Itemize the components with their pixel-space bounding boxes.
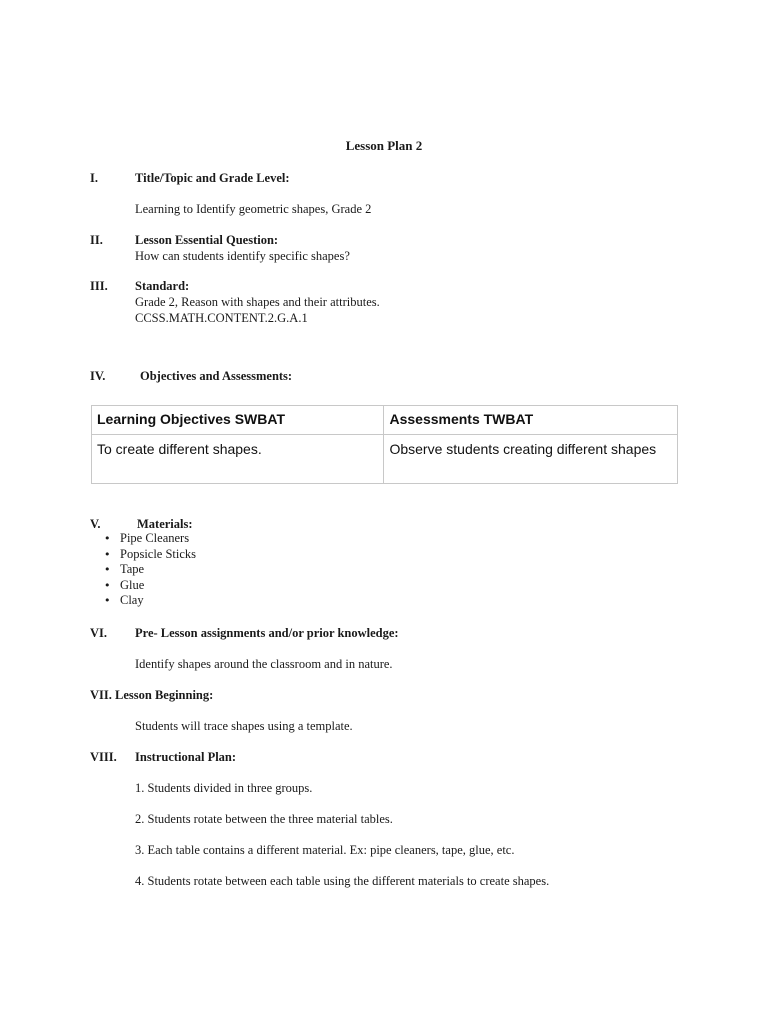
bullet-icon: •	[104, 547, 111, 561]
list-item	[104, 562, 196, 578]
section-1-text: Learning to Identify geometric shapes, Grade 2	[135, 202, 372, 216]
list-item	[104, 547, 196, 563]
list-item	[104, 578, 196, 594]
instruction-step-1: 1. Students divided in three groups.	[135, 781, 313, 795]
section-3-line-2: CCSS.MATH.CONTENT.2.G.A.1	[135, 311, 308, 325]
section-7-text: Students will trace shapes using a template.	[135, 719, 353, 733]
section-6-number: VI.	[90, 626, 108, 640]
table-header-objectives: Learning Objectives SWBAT	[92, 406, 384, 435]
material-label: Pipe Cleaners	[120, 531, 190, 545]
bullet-icon: •	[104, 532, 111, 545]
material-label: Tape	[120, 562, 145, 577]
table-header-row	[92, 406, 678, 435]
materials-list	[104, 531, 196, 609]
table-header-assessments: Assessments TWBAT	[384, 406, 678, 435]
instruction-step-2: 2. Students rotate between the three material tables.	[135, 812, 393, 826]
instruction-step-3: 3. Each table contains a different material. Ex: pipe cleaners, tape, glue, etc.	[135, 843, 515, 857]
section-8-heading: Instructional Plan:	[135, 750, 237, 764]
section-7-heading: VII. Lesson Beginning:	[90, 688, 214, 702]
section-6-text: Identify shapes around the classroom and in nature.	[135, 657, 393, 671]
section-6-heading: Pre- Lesson assignments and/or prior knowledge:	[135, 626, 399, 640]
table-cell-assessment: Observe students creating different shapes	[384, 435, 678, 484]
table-row	[92, 435, 678, 484]
section-1-number: I.	[90, 171, 98, 185]
section-3-heading: Standard:	[135, 279, 190, 293]
material-label: Popsicle Sticks	[120, 546, 197, 561]
instruction-step-4: 4. Students rotate between each table using the different materials to create shapes.	[135, 874, 550, 888]
section-8-number: VIII.	[90, 750, 117, 764]
bullet-icon: •	[104, 563, 111, 577]
section-2-text: How can students identify specific shapes?	[135, 249, 350, 263]
section-4-number: IV.	[90, 369, 106, 383]
section-3-line-1: Grade 2, Reason with shapes and their attributes.	[135, 295, 380, 309]
section-4-heading: Objectives and Assessments:	[140, 369, 293, 383]
material-label: Clay	[120, 593, 144, 608]
section-3-number: III.	[90, 279, 108, 293]
material-label: Glue	[120, 577, 145, 592]
table-cell-objective: To create different shapes.	[92, 435, 384, 484]
section-5-heading: Materials:	[137, 517, 193, 531]
section-5-number: V.	[90, 517, 101, 531]
bullet-icon: •	[104, 578, 111, 592]
list-item	[104, 531, 196, 547]
section-2-heading: Lesson Essential Question:	[135, 233, 279, 247]
document-title: Lesson Plan 2	[345, 138, 423, 153]
bullet-icon: •	[104, 594, 111, 608]
section-2-number: II.	[90, 233, 103, 247]
objectives-table	[91, 405, 678, 484]
list-item	[104, 593, 196, 609]
section-1-heading: Title/Topic and Grade Level:	[135, 171, 290, 185]
